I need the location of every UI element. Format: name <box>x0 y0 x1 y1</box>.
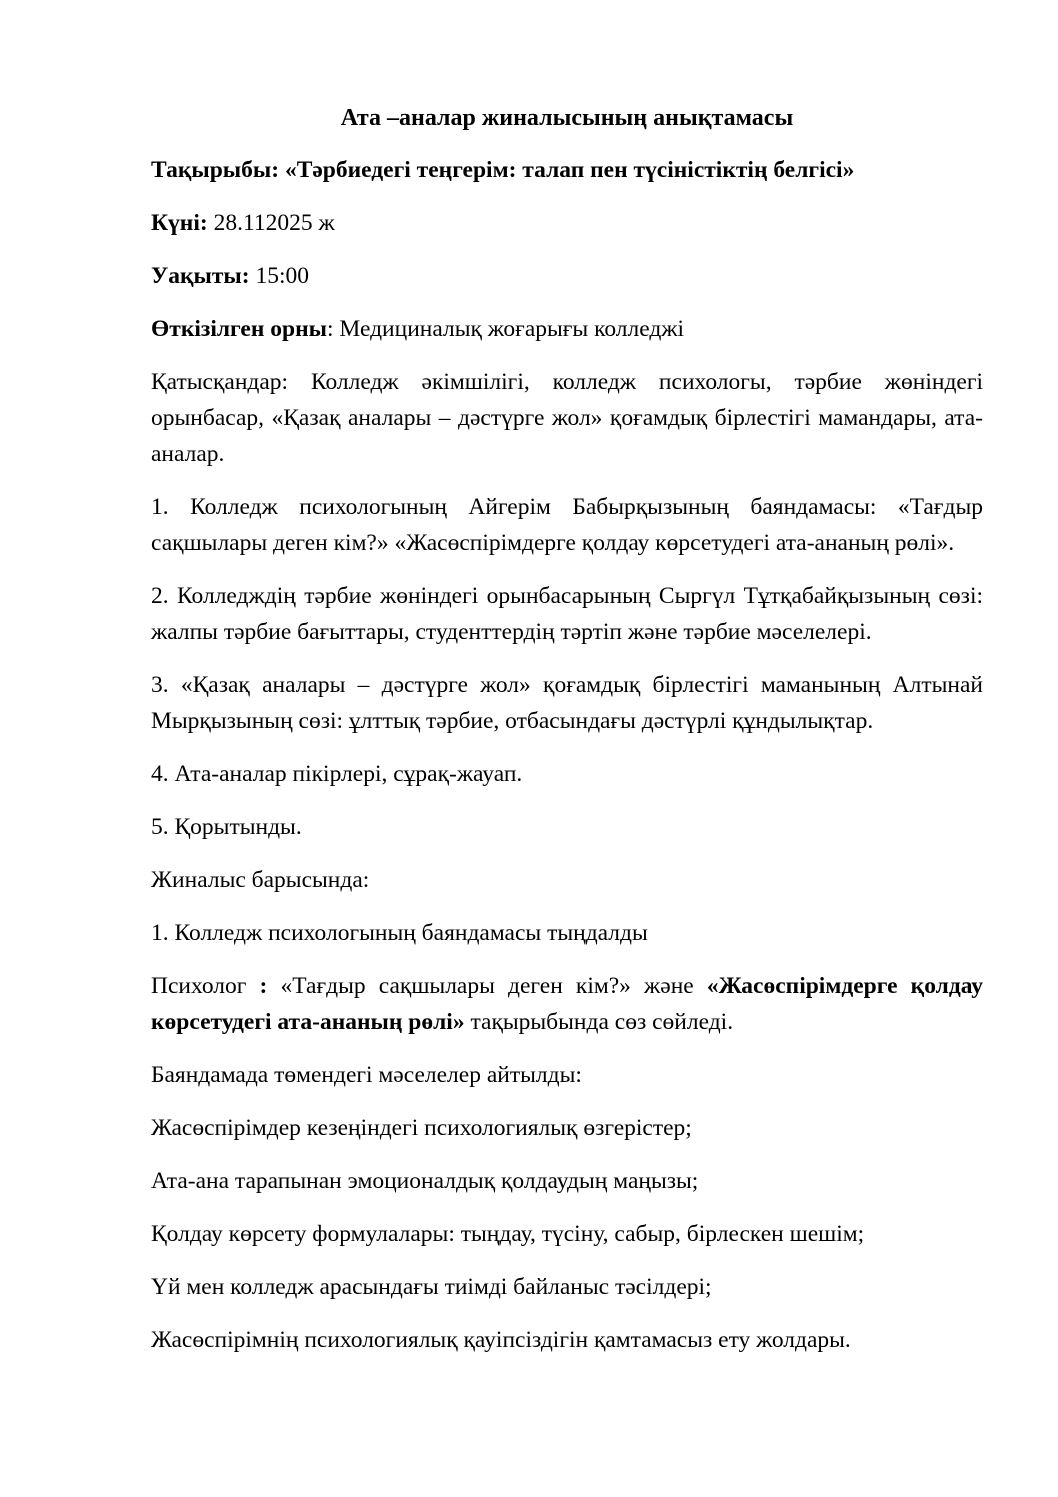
time-line <box>151 258 983 294</box>
psychologist-colon: : <box>259 973 268 999</box>
agenda-item: 5. Қорытынды. <box>151 814 302 840</box>
issue-item: Қолдау көрсету формулалары: тыңдау, түсіну, сабыр, бірлескен шешім; <box>151 1221 865 1247</box>
progress-heading: Жиналыс барысында: <box>151 867 370 893</box>
time-label: Уақыты: <box>151 263 250 289</box>
agenda-item: 4. Ата-аналар пікірлері, сұрақ-жауап. <box>151 761 523 787</box>
topic-line <box>151 152 983 188</box>
date-line <box>151 205 983 241</box>
psychologist-text-1: Психолог <box>151 973 260 999</box>
venue-value: : Медициналық жоғарығы колледжі <box>326 316 685 342</box>
item1-heading: 1. Колледж психологының баяндамасы тыңдалды <box>151 920 648 946</box>
date-value: 28.112025 ж <box>207 210 335 236</box>
participants-paragraph: Қатысқандар: Колледж әкімшілігі, колледж психологы, тәрбие жөніндегі орынбасар, «Қазақ аналары – дәстүрге жол» қоғамдық бірлестігі мамандары, ата-аналар. <box>151 369 983 467</box>
venue-line <box>151 311 983 347</box>
issue-item: Жасөспірімдер кезеңіндегі психологиялық өзгерістер; <box>151 1115 692 1141</box>
agenda-item: 2. Колледждің тәрбие жөніндегі орынбасарының Сыргүл Тұтқабайқызының сөзі: жалпы тәрбие бағыттары, студенттердің тәртіп және тәрбие мәселелері. <box>151 583 983 645</box>
psychologist-paragraph <box>151 968 983 1040</box>
document-title: Ата –аналар жиналысының анықтамасы <box>340 105 794 131</box>
issue-item: Ата-ана тарапынан эмоционалдық қолдаудың маңызы; <box>151 1168 699 1194</box>
topic-label: Тақырыбы: <box>151 157 280 183</box>
psychologist-text-2: «Тағдыр сақшылары деген кім?» және <box>267 973 707 999</box>
report-heading: Баяндамада төмендегі мәселелер айтылды: <box>151 1062 582 1088</box>
venue-label: Өткізілген орны <box>151 316 327 342</box>
psychologist-topic: «Жасөспірімдерге қолдау көрсетудегі ата-ананың рөлі» <box>151 973 984 1035</box>
psychologist-text-3: тақырыбында сөз сөйледі. <box>464 1009 734 1035</box>
topic-value: «Тәрбиедегі теңгерім: талап пен түсіністіктің белгісі» <box>279 157 855 183</box>
agenda-item: 1. Колледж психологының Айгерім Бабырқызының баяндамасы: «Тағдыр сақшылары деген кім?» «Жасөспірімдерге қолдау көрсетудегі ата-ананың рөлі». <box>151 494 983 556</box>
document-body <box>151 98 983 1375</box>
agenda-item: 3. «Қазақ аналары – дәстүрге жол» қоғамдық бірлестігі маманының Алтынай Мырқызының сөзі: ұлттық тәрбие, отбасындағы дәстүрлі құндылықтар. <box>151 672 983 734</box>
time-value: 15:00 <box>249 263 310 289</box>
issue-item: Жасөспірімнің психологиялық қауіпсіздігін қамтамасыз ету жолдары. <box>151 1327 851 1353</box>
issue-item: Үй мен колледж арасындағы тиімді байланыс тәсілдері; <box>151 1274 712 1300</box>
date-label: Күні: <box>151 210 208 236</box>
